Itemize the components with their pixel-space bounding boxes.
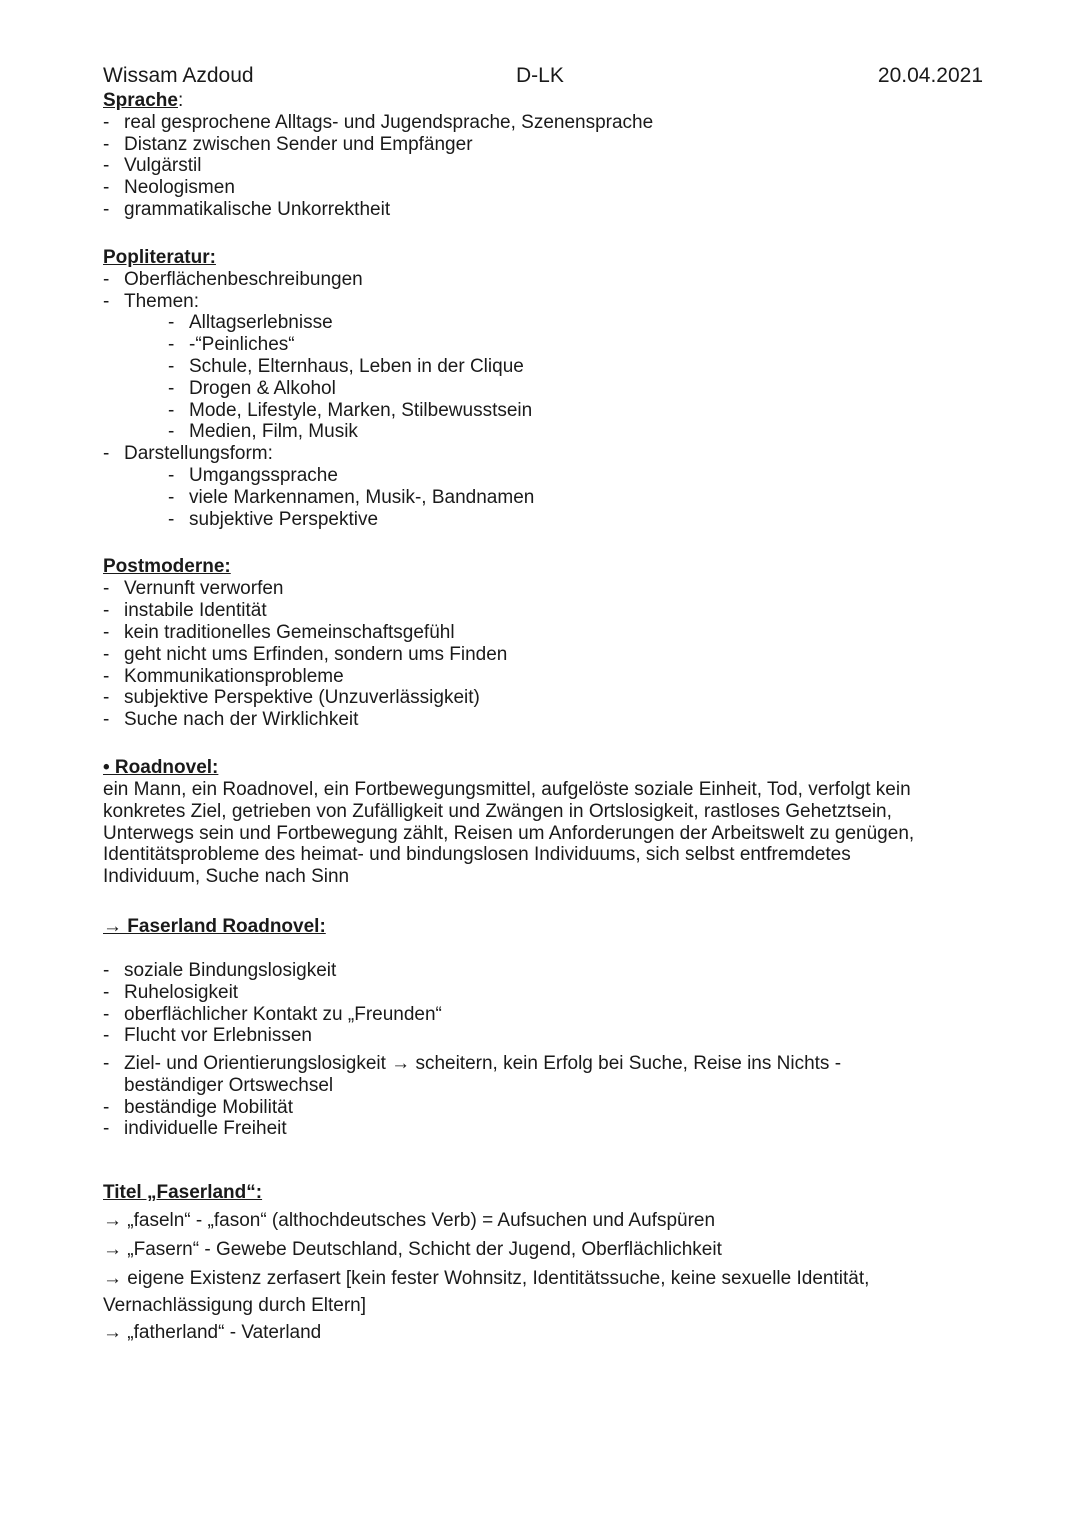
- postmoderne-list: [103, 578, 983, 731]
- sprache-list: [103, 112, 983, 221]
- document-page: [103, 64, 983, 1347]
- titel-lines: [103, 1206, 983, 1347]
- arrow-line: → „Fasern“ - Gewebe Deutschland, Schicht der Jugend, Oberflächlichkeit: [103, 1239, 722, 1261]
- list-item: - Darstellungsform:: [103, 443, 983, 465]
- paragraph-line: Identitätsprobleme des heimat- und bindungslosen Individuums, sich selbst entfremdetes: [103, 844, 851, 866]
- darstellung-list: [103, 443, 983, 465]
- list-item: [103, 1053, 983, 1097]
- list-item: - Drogen & Alkohol: [168, 378, 983, 400]
- list-item: - Flucht vor Erlebnissen: [103, 1025, 983, 1047]
- darstellung-sublist: [103, 465, 983, 530]
- section-popliteratur-heading: Popliteratur:: [103, 246, 216, 268]
- date-label: 20.04.2021: [877, 64, 983, 87]
- list-item: - soziale Bindungslosigkeit: [103, 960, 983, 982]
- arrow-line: → „fatherland“ - Vaterland: [103, 1322, 322, 1344]
- list-item-line: beständiger Ortswechsel: [124, 1074, 334, 1096]
- list-item: - -“Peinliches“: [168, 334, 983, 356]
- list-item: - Vernunft verworfen: [103, 578, 983, 600]
- list-item: - Oberflächenbeschreibungen: [103, 269, 983, 291]
- paragraph-line: konkretes Ziel, getrieben von Zufälligkeit und Zwängen in Ortslosigkeit, rastloses Gehetztsein,: [103, 800, 892, 822]
- list-item: - Schule, Elternhaus, Leben in der Clique: [168, 356, 983, 378]
- list-item: - Vulgärstil: [103, 155, 983, 177]
- list-item: - grammatikalische Unkorrektheit: [103, 199, 983, 221]
- list-item: - subjektive Perspektive (Unzuverlässigkeit): [103, 687, 983, 709]
- roadnovel-paragraph: [103, 779, 983, 888]
- list-item: - geht nicht ums Erfinden, sondern ums Finden: [103, 644, 983, 666]
- paragraph-line: Unterwegs sein und Fortbewegung zählt, Reisen um Anforderungen der Arbeitswelt zu genügen,: [103, 822, 915, 844]
- themen-list: [103, 312, 983, 443]
- list-item: - Ruhelosigkeit: [103, 982, 983, 1004]
- paragraph-line: ein Mann, ein Roadnovel, ein Fortbewegungsmittel, aufgelöste soziale Einheit, Tod, verfolgt kein: [103, 778, 911, 800]
- list-item: - Neologismen: [103, 177, 983, 199]
- list-item: - individuelle Freiheit: [103, 1118, 983, 1140]
- author-name: Wissam Azdoud: [103, 64, 254, 87]
- section-roadnovel-heading: • Roadnovel:: [103, 756, 219, 778]
- list-item: - subjektive Perspektive: [168, 509, 983, 531]
- list-item: - oberflächlicher Kontakt zu „Freunden“: [103, 1004, 983, 1026]
- page-header: [103, 64, 983, 90]
- list-item: - Distanz zwischen Sender und Empfänger: [103, 134, 983, 156]
- paragraph-line: Individuum, Suche nach Sinn: [103, 866, 350, 888]
- list-item: - instabile Identität: [103, 600, 983, 622]
- course-label: D-LK: [516, 64, 564, 87]
- list-item: - Medien, Film, Musik: [168, 421, 983, 443]
- faserland-roadnovel-list: [103, 960, 983, 1140]
- arrow-line: → „faseln“ - „fason“ (althochdeutsches Verb) = Aufsuchen und Aufspüren: [103, 1210, 716, 1232]
- list-item: - Alltagserlebnisse: [168, 312, 983, 334]
- section-sprache-heading: Sprache:: [103, 90, 184, 111]
- section-titel-heading: Titel „Faserland“:: [103, 1182, 263, 1204]
- list-item: - Mode, Lifestyle, Marken, Stilbewusstsein: [168, 400, 983, 422]
- list-item: - viele Markennamen, Musik-, Bandnamen: [168, 487, 983, 509]
- list-item: - Suche nach der Wirklichkeit: [103, 709, 983, 731]
- list-item: - Umgangssprache: [168, 465, 983, 487]
- arrow-line-continuation: Vernachlässigung durch Eltern]: [103, 1295, 366, 1317]
- list-item: - Kommunikationsprobleme: [103, 666, 983, 688]
- list-item-line: - Ziel- und Orientierungslosigkeit → scheitern, kein Erfolg bei Suche, Reise ins Nichts -: [124, 1053, 842, 1075]
- arrow-line: → eigene Existenz zerfasert [kein fester Wohnsitz, Identitätssuche, keine sexuelle Identität,: [103, 1268, 870, 1290]
- section-faserland-roadnovel-heading: → Faserland Roadnovel:: [103, 915, 326, 937]
- list-item: - kein traditionelles Gemeinschaftsgefühl: [103, 622, 983, 644]
- popliteratur-list: [103, 269, 983, 313]
- list-item: - beständige Mobilität: [103, 1097, 983, 1119]
- list-item: - real gesprochene Alltags- und Jugendsprache, Szenensprache: [103, 112, 983, 134]
- list-item: - Themen:: [103, 291, 983, 313]
- section-postmoderne-heading: Postmoderne:: [103, 556, 231, 578]
